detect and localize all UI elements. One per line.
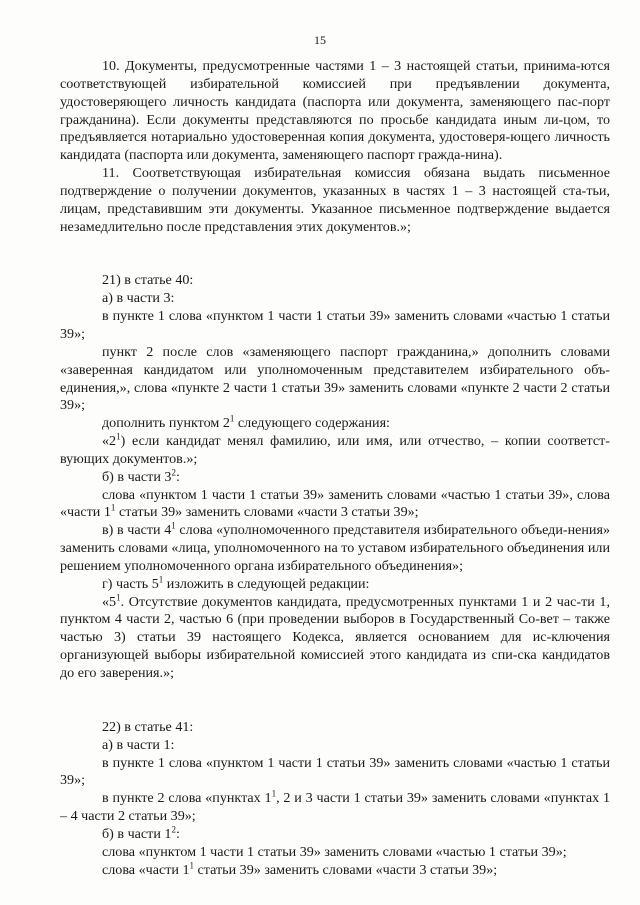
superscript: 1 xyxy=(271,788,277,799)
text-segment: : xyxy=(175,825,180,842)
superscript: 2 xyxy=(171,824,176,835)
text-segment: изложить в следующей редакции: xyxy=(163,575,370,592)
text-segment: ) если кандидат менял фамилию, или имя, или отчество, – копии соответст-вующих документов.»; xyxy=(60,433,610,467)
superscript: 1 xyxy=(110,502,116,513)
paragraph-part-10: 10. Документы, предусмотренные частями 1 – 3 настоящей статьи, принима-ются соответствующей избирательной комиссией при предъявлении документа, удостоверяющего личность кандидата (паспорта или документа, заменяющего пас-порт гражданина). Если документы представляются по просьбе кандидата иным ли-цом, то предъявляется нотариально удостоверенная копия документа, удостоверя-ющего личность кандидата (паспорта или документа, заменяющего паспорт гражда-нина). xyxy=(60,58,610,164)
text-segment: слова «уполномоченного представителя избирательного объеди-нения» заменить словами «лица, уполномоченного на то уставом избирательного объединения или решением уполномоченного органа избирательного объединения»; xyxy=(60,522,610,574)
item-21b-heading xyxy=(60,469,610,487)
item-22-heading: 22) в статье 41: xyxy=(102,718,194,735)
text-segment: дополнить пунктом 2 xyxy=(102,415,230,432)
page-number: 15 xyxy=(314,33,326,47)
text-segment: статьи 39» заменить словами «части 3 статьи 39»; xyxy=(115,504,419,521)
item-22b-text-2 xyxy=(60,859,610,880)
text-segment: следующего содержания: xyxy=(234,415,390,432)
text-segment: слова «части 1 xyxy=(102,861,190,878)
text-segment: слова «пунктом 1 части 1 статьи 39» заменить словами «частью 1 статьи 39», слова «части 1 xyxy=(60,486,610,521)
item-21g-text xyxy=(60,591,610,683)
superscript: 1 xyxy=(171,520,176,531)
item-22a-heading: а) в части 1: xyxy=(102,736,175,753)
item-22a-point-2 xyxy=(60,790,610,826)
item-22a-point-1: в пункте 1 слова «пунктом 1 части 1 статьи 39» заменить словами «частью 1 статьи 39»; xyxy=(60,754,610,789)
text-segment: в пункте 2 слова «пунктах 1 xyxy=(102,790,272,807)
item-21a-add-point xyxy=(60,415,610,433)
document-body xyxy=(60,58,610,879)
paragraph-gap xyxy=(60,236,610,272)
text-segment: б) в части 1 xyxy=(102,825,172,842)
superscript: 1 xyxy=(116,591,121,602)
paragraph-part-11: 11. Соответствующая избирательная комиссия обязана выдать письменное подтверждение о получении документов, указанных в частях 1 – 3 настоящей ста-тьи, лицам, представившим эти документы. Указанное письменное подтверждение выдается незамедлительно после представления этих документов.»; xyxy=(60,165,610,235)
superscript: 2 xyxy=(171,467,176,478)
text-segment: . Отсутствие документов кандидата, предусмотренных пунктами 1 и 2 час-ти 1, пунктом 4 части 2, частью 6 (при проведении выборов в Государственный Со-вет – также частью 3) статьи 39 настоящего Кодекса, является основанием для ис-ключения организующей выборы избирательной комиссией этого кандидата из спи-ска кандидатов до его заверения.»; xyxy=(60,593,610,681)
text-segment: , 2 и 3 части 1 статьи 39» заменить словами «пунктах 1 – 4 части 2 статьи 39»; xyxy=(60,790,610,825)
text-segment: статьи 39» заменить словами «части 3 статьи 39»; xyxy=(194,861,498,878)
superscript: 1 xyxy=(158,574,164,585)
superscript: 1 xyxy=(116,431,121,442)
superscript: 1 xyxy=(229,413,235,424)
item-22b-heading xyxy=(60,826,610,844)
text-segment: «2 xyxy=(102,433,117,450)
superscript: 1 xyxy=(189,859,195,870)
text-segment: г) часть 5 xyxy=(102,575,159,592)
text-segment: б) в части 3 xyxy=(102,468,172,485)
text-segment: в) в части 4 xyxy=(102,522,172,539)
item-21g-heading xyxy=(60,576,610,594)
paragraph-gap xyxy=(60,683,610,719)
item-21-heading: 21) в статье 40: xyxy=(102,272,194,289)
item-21a-point-2: пункт 2 после слов «заменяющего паспорт гражданина,» дополнить словами «заверенная кандидатом или уполномоченным представителем избирательного объ-единения,», слова «пункте 2 части 1 статьи 39» заменить словами «пункте 2 части 2 статьи 39»; xyxy=(60,343,610,414)
item-22b-text-1: слова «пунктом 1 части 1 статьи 39» заменить словами «частью 1 статьи 39»; xyxy=(102,843,567,860)
text-segment: «5 xyxy=(102,593,117,610)
text-segment: : xyxy=(175,468,180,485)
item-21v-text xyxy=(60,522,610,576)
item-21a-heading: а) в части 3: xyxy=(102,290,175,307)
item-21a-new-point xyxy=(60,433,610,469)
item-21b-text xyxy=(60,487,610,523)
item-21a-point-1: в пункте 1 слова «пунктом 1 части 1 статьи 39» заменить словами «частью 1 статьи 39»; xyxy=(60,308,610,342)
